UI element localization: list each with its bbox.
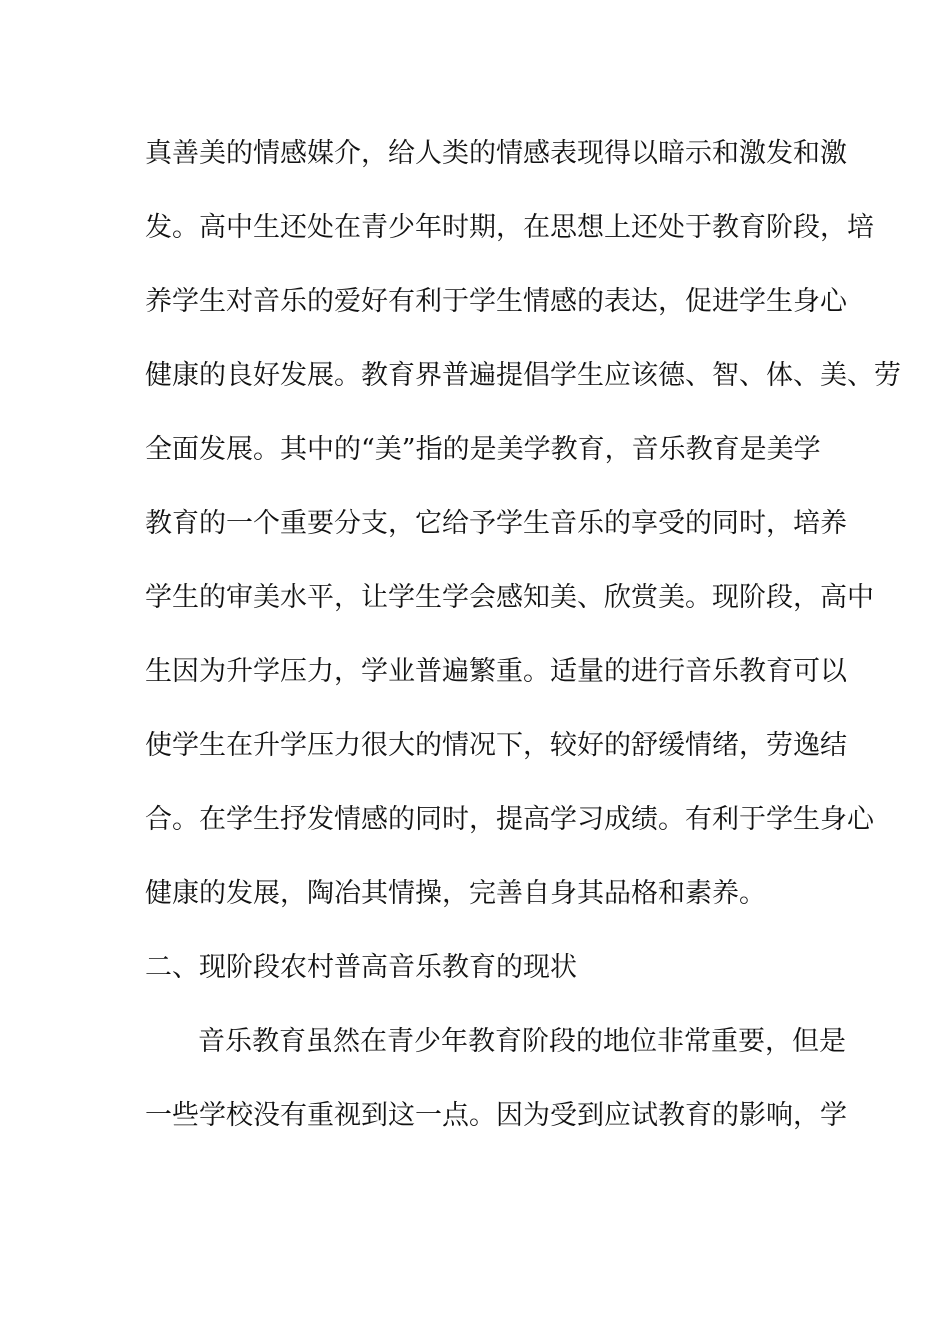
body-text-line: 健康的发展，陶冶其情操，完善自身其品格和素养。 [145, 878, 766, 909]
body-text-line: 发。高中生还处在青少年时期，在思想上还处于教育阶段，培 [145, 212, 874, 243]
section-heading: 二、现阶段农村普高音乐教育的现状 [145, 952, 577, 983]
body-text-line: 健康的良好发展。教育界普遍提倡学生应该德、智、体、美、劳 [145, 360, 901, 391]
body-text-line: 使学生在升学压力很大的情况下，较好的舒缓情绪，劳逸结 [145, 730, 847, 761]
body-text-line: 教育的一个重要分支，它给予学生音乐的享受的同时，培养 [145, 508, 847, 539]
body-text-line: 一些学校没有重视到这一点。因为受到应试教育的影响，学 [145, 1100, 847, 1131]
body-text-line: 生因为升学压力，学业普遍繁重。适量的进行音乐教育可以 [145, 656, 847, 687]
body-text-line: 音乐教育虽然在青少年教育阶段的地位非常重要，但是 [198, 1026, 846, 1057]
body-text-line: 全面发展。其中的“美”指的是美学教育，音乐教育是美学 [145, 434, 821, 465]
body-text-line: 养学生对音乐的爱好有利于学生情感的表达，促进学生身心 [145, 286, 847, 317]
body-text-line: 真善美的情感媒介，给人类的情感表现得以暗示和激发和激 [145, 138, 847, 169]
body-text-line: 学生的审美水平，让学生学会感知美、欣赏美。现阶段，高中 [145, 582, 874, 613]
body-text-line: 合。在学生抒发情感的同时，提高学习成绩。有利于学生身心 [145, 804, 874, 835]
